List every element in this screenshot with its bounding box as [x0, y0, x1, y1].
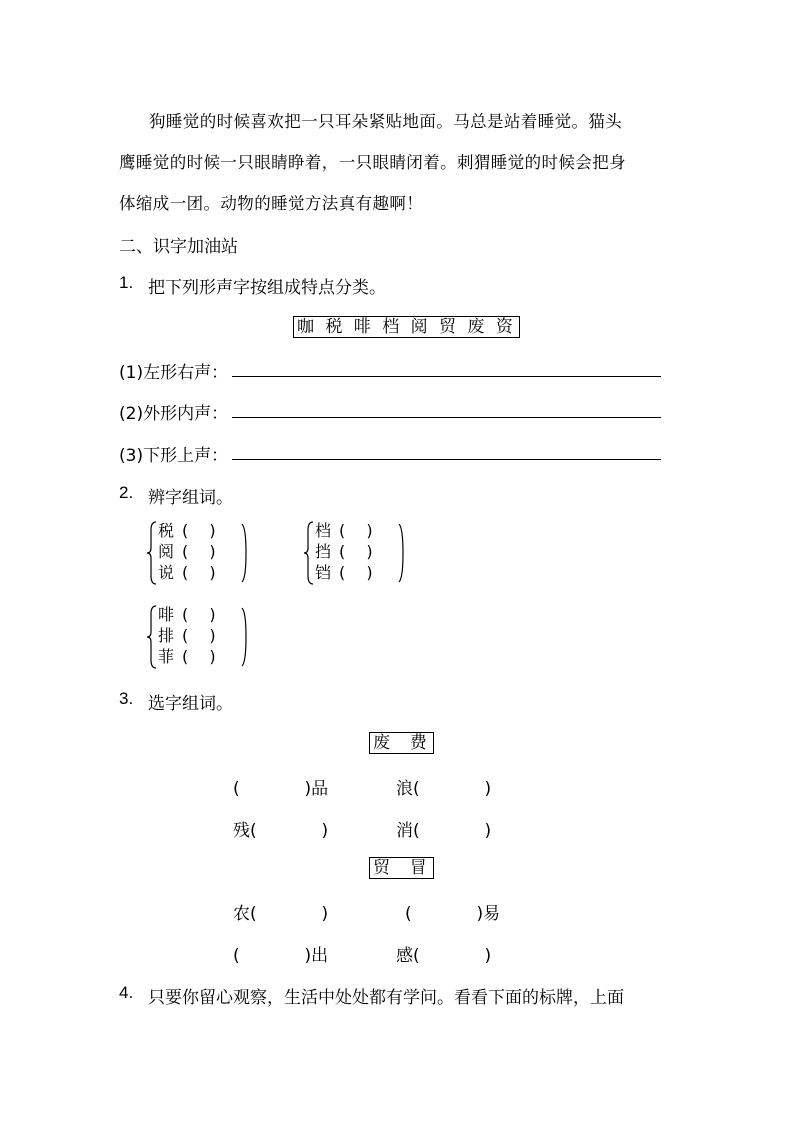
q3-set-2-box: 贸 冒 — [369, 857, 434, 879]
q3-set-1-r2c2: 消( ) — [396, 821, 492, 841]
passage-line-2: 鹰睡觉的时候一只眼睛睁着，一只眼睛闭着。刺猬睡觉的时候会把身 — [119, 153, 626, 172]
q4-prompt: 只要你留心观察，生活中处处都有学问。看看下面的标牌，上面 — [148, 988, 624, 1008]
q3-set-1-r1c1: ( )品 — [233, 779, 329, 799]
q1-word-box: 咖 税 啡 档 阅 贸 废 资 — [293, 316, 520, 338]
q3-set-2-r1c1: 农( ) — [233, 904, 329, 924]
q1-number: 1. — [119, 273, 134, 292]
q2-group-1 — [158, 520, 216, 583]
passage-line-1: 狗睡觉的时候喜欢把一只耳朵紧贴地面。马总是站着睡觉。猫头 — [149, 112, 623, 131]
q2-group-3-row-3: 菲 ( ) — [158, 647, 216, 666]
q2-group-1-row-3: 说 ( ) — [158, 563, 216, 582]
q1-item-2-answer-line[interactable] — [232, 417, 661, 418]
q1-item-1-answer-line[interactable] — [232, 376, 661, 377]
q2-group-2-row-3: 铛 ( ) — [315, 563, 373, 582]
q3-set-2-r2c1: ( )出 — [233, 946, 329, 966]
right-bracket-icon — [240, 522, 248, 584]
q1-item-2-label: (2)外形内声： — [119, 404, 229, 424]
q3-number: 3. — [119, 689, 134, 708]
q2-group-2-row-1: 档 ( ) — [315, 521, 373, 540]
q1-prompt: 把下列形声字按组成特点分类。 — [148, 278, 386, 298]
q3-set-1-r2c1: 残( ) — [233, 821, 329, 841]
q1-item-3-answer-line[interactable] — [232, 459, 661, 460]
q2-group-2 — [315, 520, 373, 583]
q3-set-2-r2c2: 感( ) — [396, 946, 492, 966]
q2-group-1-row-2: 阅 ( ) — [158, 542, 216, 561]
q3-set-2-r1c2: ( )易 — [405, 904, 501, 924]
left-brace-icon — [146, 604, 158, 670]
passage-line-3: 体缩成一团。动物的睡觉方法真有趣啊！ — [119, 194, 424, 213]
q2-number: 2. — [119, 483, 134, 502]
q2-group-3-row-2: 排 ( ) — [158, 626, 216, 645]
q2-group-3-row-1: 啡 ( ) — [158, 605, 216, 624]
left-brace-icon — [146, 520, 158, 586]
section-title: 二、识字加油站 — [119, 237, 238, 257]
left-brace-icon — [303, 520, 315, 586]
right-bracket-icon — [240, 606, 248, 668]
q2-group-2-row-2: 挡 ( ) — [315, 542, 373, 561]
q2-group-1-row-1: 税 ( ) — [158, 521, 216, 540]
q3-set-1-box: 废 费 — [369, 732, 434, 754]
q2-group-3 — [158, 604, 216, 667]
q1-item-1-label: (1)左形右声： — [119, 363, 229, 383]
right-bracket-icon — [397, 522, 405, 584]
q2-prompt: 辨字组词。 — [148, 488, 233, 508]
q3-set-1-r1c2: 浪( ) — [396, 779, 492, 799]
q3-prompt: 选字组词。 — [148, 694, 233, 714]
q4-number: 4. — [119, 983, 134, 1002]
q1-item-3-label: (3)下形上声： — [119, 446, 229, 466]
